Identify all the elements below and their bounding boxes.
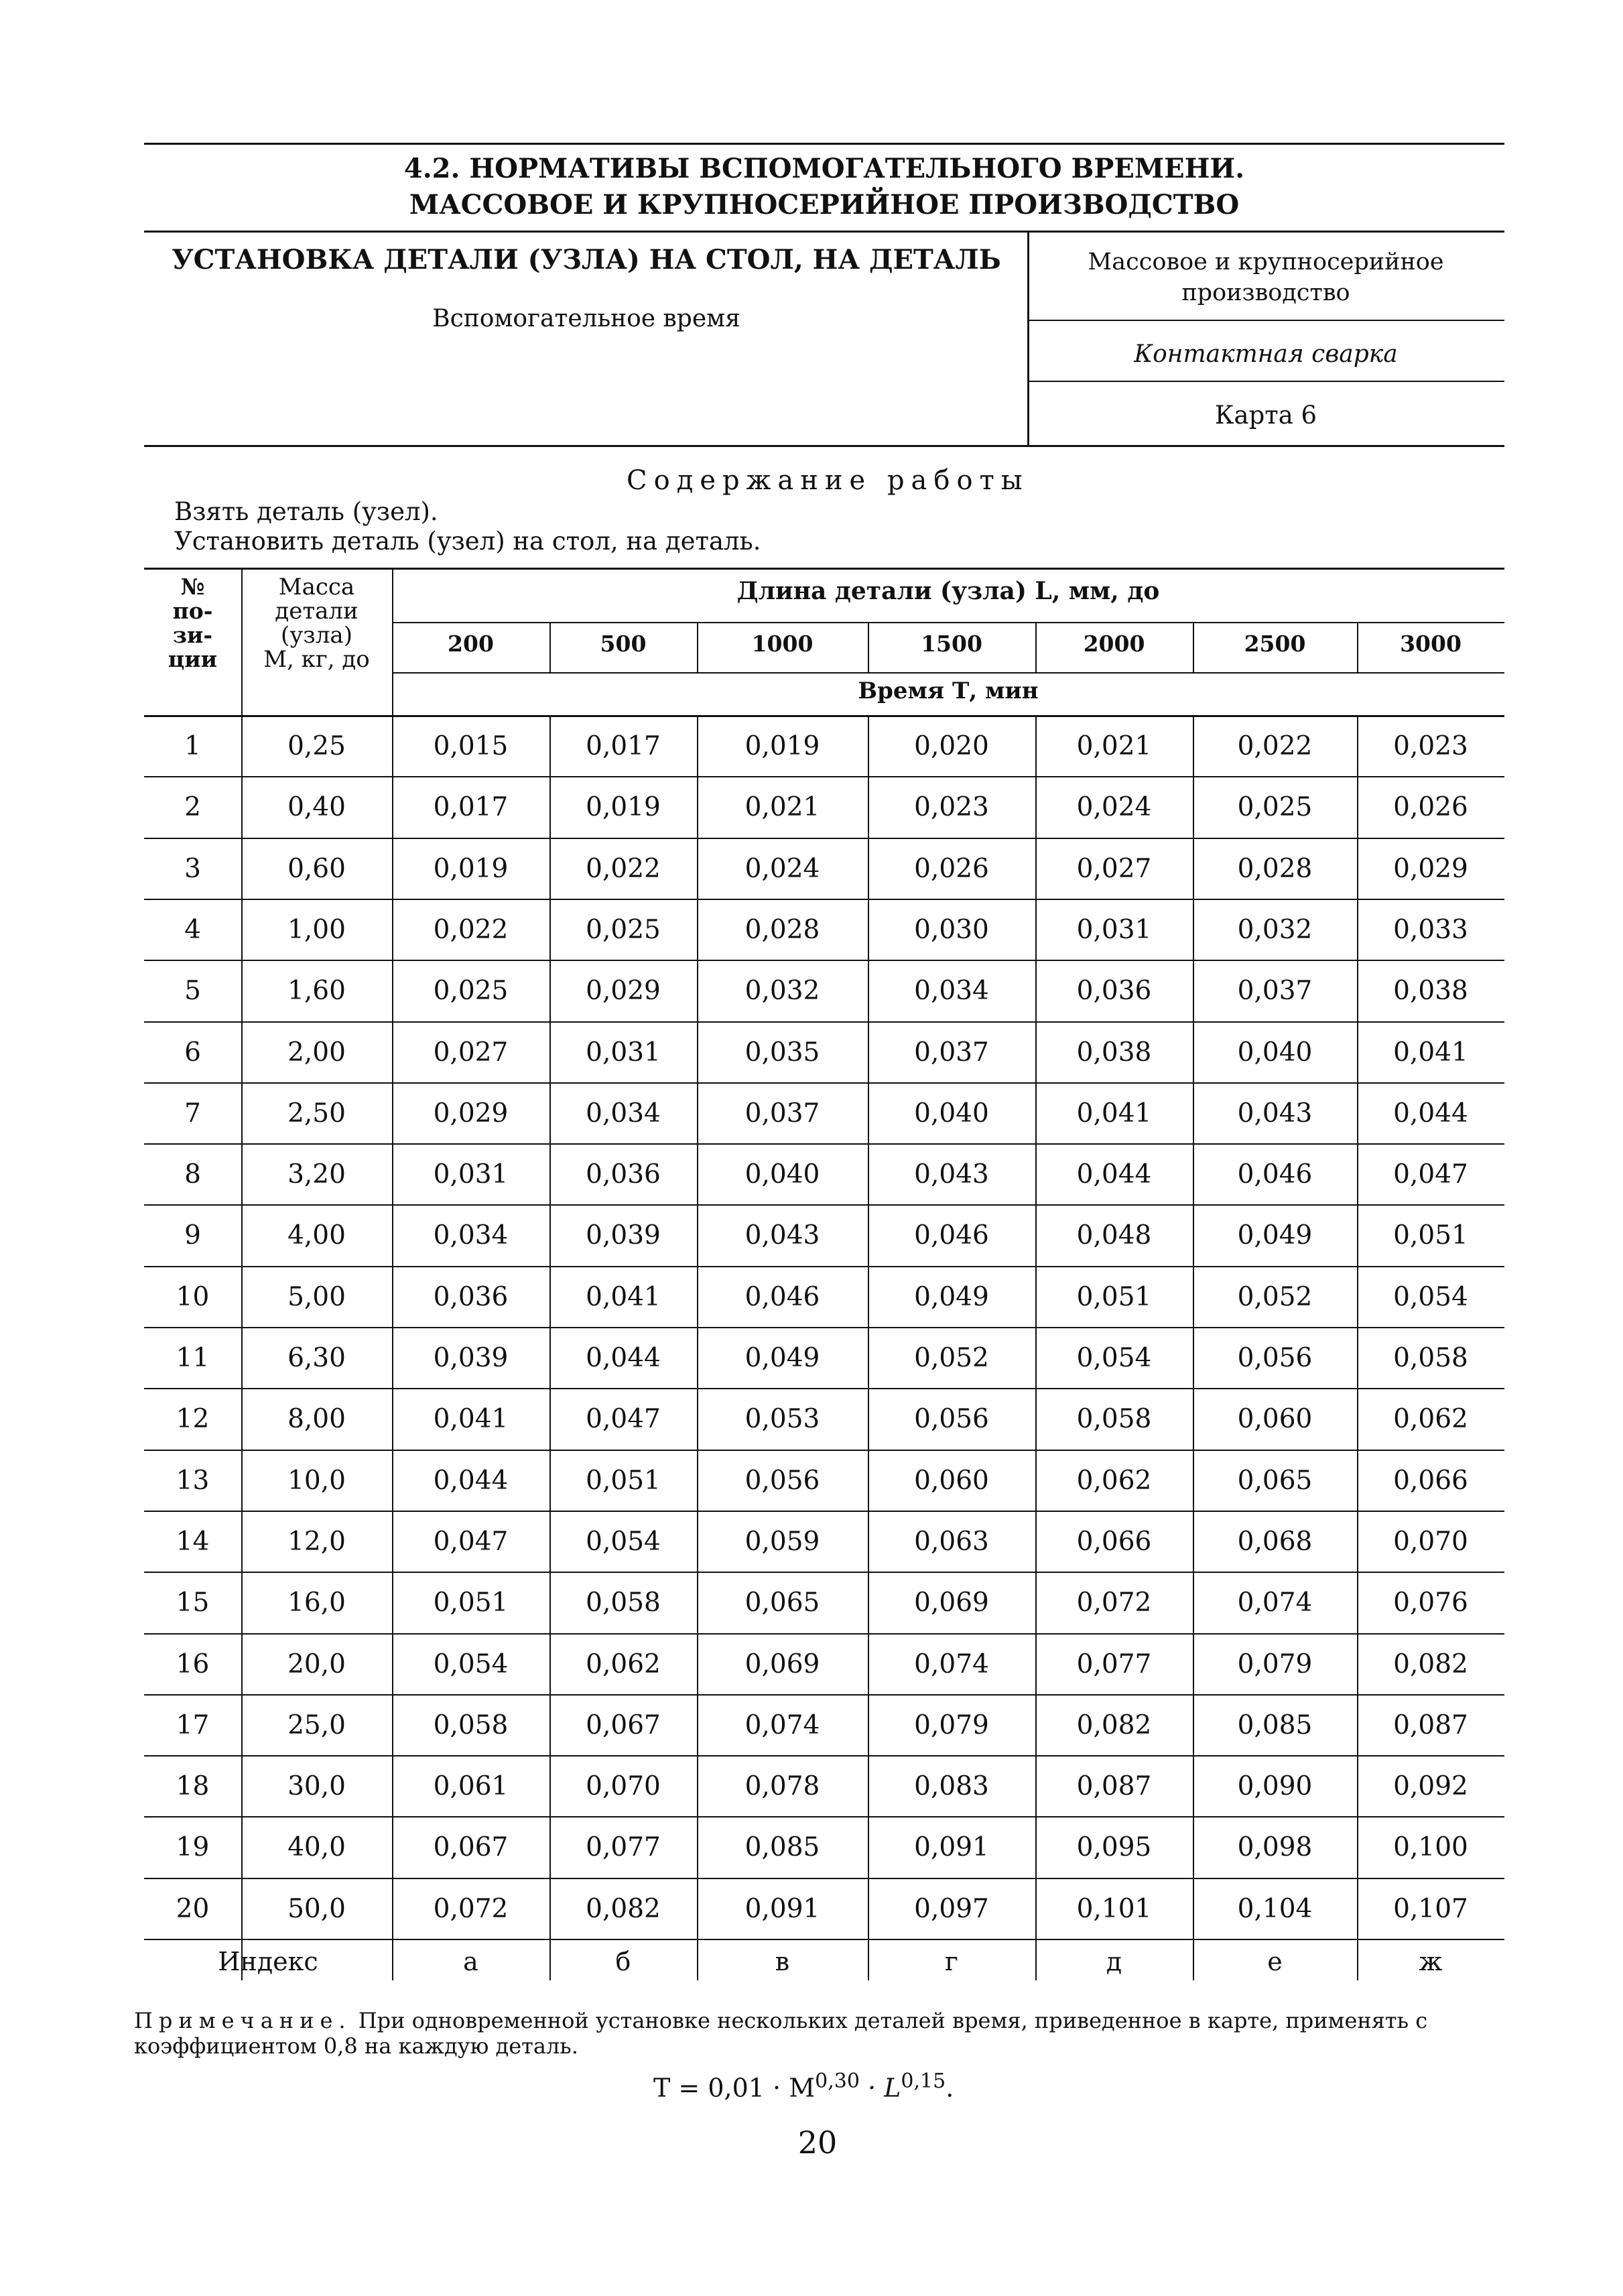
process-type: Контактная сварка xyxy=(1134,340,1398,368)
row-mass: 20,0 xyxy=(287,1649,346,1679)
time-value: 0,060 xyxy=(1237,1404,1313,1434)
time-value: 0,079 xyxy=(1237,1649,1313,1679)
time-value: 0,058 xyxy=(586,1588,661,1618)
row-rule xyxy=(144,1939,1504,1940)
time-value: 0,034 xyxy=(914,976,989,1006)
time-value: 0,041 xyxy=(1076,1098,1152,1129)
row-mass: 10,0 xyxy=(287,1466,346,1496)
time-value: 0,032 xyxy=(744,976,820,1006)
time-value: 0,062 xyxy=(1076,1466,1152,1496)
time-value: 0,046 xyxy=(744,1282,820,1312)
row-rule xyxy=(144,1511,1504,1512)
time-value: 0,024 xyxy=(744,854,820,884)
mass-header-line: (узла) xyxy=(281,622,352,649)
row-rule xyxy=(144,1021,1504,1023)
row-mass: 2,50 xyxy=(287,1098,346,1129)
time-value: 0,046 xyxy=(914,1220,989,1251)
row-mass: 2,00 xyxy=(287,1037,346,1068)
row-position: 9 xyxy=(184,1220,201,1251)
row-mass: 40,0 xyxy=(287,1832,346,1862)
time-value: 0,044 xyxy=(1076,1159,1152,1190)
time-value: 0,091 xyxy=(744,1894,820,1924)
time-value: 0,036 xyxy=(433,1282,509,1312)
card-title: УСТАНОВКА ДЕТАЛИ (УЗЛА) НА СТОЛ, НА ДЕТАЛЬ xyxy=(172,244,1001,275)
time-value: 0,087 xyxy=(1393,1710,1468,1740)
time-value: 0,019 xyxy=(586,792,661,822)
row-mass: 6,30 xyxy=(287,1343,346,1373)
time-value: 0,019 xyxy=(433,854,509,884)
time-value: 0,025 xyxy=(1237,792,1313,822)
time-value: 0,087 xyxy=(1076,1771,1152,1801)
row-position: 17 xyxy=(176,1710,210,1740)
row-position: 19 xyxy=(176,1832,210,1862)
time-value: 0,035 xyxy=(744,1037,820,1068)
row-position: 20 xyxy=(176,1894,210,1924)
time-value: 0,067 xyxy=(433,1832,509,1862)
length-value-header: 200 xyxy=(448,631,494,657)
time-value: 0,036 xyxy=(586,1159,661,1190)
production-type-line1: Массовое и крупносерийное xyxy=(1088,249,1444,275)
time-value: 0,074 xyxy=(914,1649,989,1679)
time-value: 0,065 xyxy=(744,1588,820,1618)
time-value: 0,056 xyxy=(1237,1343,1313,1373)
time-value: 0,022 xyxy=(433,915,509,945)
index-letter: ж xyxy=(1419,1947,1443,1976)
index-letter: б xyxy=(615,1947,631,1976)
row-mass: 30,0 xyxy=(287,1771,346,1801)
row-mass: 4,00 xyxy=(287,1220,346,1251)
time-value: 0,054 xyxy=(433,1649,509,1679)
time-value: 0,092 xyxy=(1393,1771,1468,1801)
time-value: 0,025 xyxy=(586,915,661,945)
length-value-header: 500 xyxy=(600,631,647,657)
time-value: 0,025 xyxy=(433,976,509,1006)
length-header: Длина детали (узла) L, мм, до xyxy=(736,577,1160,605)
time-value: 0,058 xyxy=(433,1710,509,1740)
time-value: 0,041 xyxy=(586,1282,661,1312)
time-value: 0,070 xyxy=(1393,1527,1468,1557)
time-value: 0,074 xyxy=(1237,1588,1313,1618)
time-value: 0,082 xyxy=(1393,1649,1468,1679)
row-position: 15 xyxy=(176,1588,210,1618)
index-letter: е xyxy=(1267,1947,1283,1976)
row-mass: 16,0 xyxy=(287,1588,346,1618)
time-value: 0,015 xyxy=(433,731,509,761)
length-value-header: 1000 xyxy=(751,631,814,657)
work-content-heading: Содержание работы xyxy=(627,465,1029,496)
time-value: 0,033 xyxy=(1393,915,1468,945)
row-position: 6 xyxy=(184,1037,201,1068)
time-value: 0,038 xyxy=(1076,1037,1152,1068)
time-value: 0,085 xyxy=(744,1832,820,1862)
row-position: 14 xyxy=(176,1527,210,1557)
time-value: 0,051 xyxy=(433,1588,509,1618)
time-value: 0,017 xyxy=(433,792,509,822)
mass-header-line: детали xyxy=(275,598,359,625)
time-value: 0,054 xyxy=(1393,1282,1468,1312)
row-position: 2 xyxy=(184,792,201,822)
time-value: 0,051 xyxy=(1393,1220,1468,1251)
time-value: 0,036 xyxy=(1076,976,1152,1006)
time-value: 0,041 xyxy=(1393,1037,1468,1068)
time-value: 0,037 xyxy=(744,1098,820,1129)
row-rule xyxy=(144,776,1504,777)
time-value: 0,090 xyxy=(1237,1771,1313,1801)
length-row-top-rule xyxy=(392,622,1504,623)
note xyxy=(134,2008,1501,2059)
time-value: 0,028 xyxy=(744,915,820,945)
time-value: 0,039 xyxy=(433,1343,509,1373)
row-mass: 1,60 xyxy=(287,976,346,1006)
time-value: 0,077 xyxy=(1076,1649,1152,1679)
time-value: 0,074 xyxy=(744,1710,820,1740)
time-value: 0,053 xyxy=(744,1404,820,1434)
row-position: 5 xyxy=(184,976,201,1006)
row-position: 4 xyxy=(184,915,201,945)
time-value: 0,031 xyxy=(1076,915,1152,945)
row-mass: 25,0 xyxy=(287,1710,346,1740)
time-value: 0,049 xyxy=(1237,1220,1313,1251)
time-value: 0,058 xyxy=(1393,1343,1468,1373)
time-value: 0,039 xyxy=(586,1220,661,1251)
time-value: 0,034 xyxy=(433,1220,509,1251)
time-value: 0,027 xyxy=(433,1037,509,1068)
time-value: 0,062 xyxy=(586,1649,661,1679)
time-value: 0,058 xyxy=(1076,1404,1152,1434)
time-header: Время Т, мин xyxy=(858,678,1039,704)
time-value: 0,052 xyxy=(914,1343,989,1373)
index-letter: в xyxy=(775,1947,790,1976)
formula xyxy=(653,2069,954,2103)
time-value: 0,104 xyxy=(1237,1894,1313,1924)
production-type-line2: производство xyxy=(1181,279,1350,306)
time-value: 0,030 xyxy=(914,915,989,945)
position-header-line: зи- xyxy=(172,622,213,648)
length-value-header: 3000 xyxy=(1400,631,1462,657)
time-value: 0,085 xyxy=(1237,1710,1313,1740)
row-position: 10 xyxy=(176,1282,210,1312)
time-value: 0,037 xyxy=(1237,976,1313,1006)
time-value: 0,048 xyxy=(1076,1220,1152,1251)
time-value: 0,097 xyxy=(914,1894,989,1924)
time-value: 0,067 xyxy=(586,1710,661,1740)
row-rule xyxy=(144,899,1504,900)
time-value: 0,054 xyxy=(1076,1343,1152,1373)
row-mass: 12,0 xyxy=(287,1527,346,1557)
time-value: 0,041 xyxy=(433,1404,509,1434)
length-row-bottom-rule xyxy=(392,672,1504,674)
row-position: 13 xyxy=(176,1466,210,1496)
row-position: 3 xyxy=(184,854,201,884)
time-value: 0,062 xyxy=(1393,1404,1468,1434)
time-value: 0,059 xyxy=(744,1527,820,1557)
section-title-line2: МАССОВОЕ И КРУПНОСЕРИЙНОЕ ПРОИЗВОДСТВО xyxy=(409,189,1240,220)
row-rule xyxy=(144,1633,1504,1635)
time-value: 0,031 xyxy=(433,1159,509,1190)
length-value-header: 2500 xyxy=(1244,631,1306,657)
row-rule xyxy=(144,1878,1504,1879)
time-value: 0,021 xyxy=(744,792,820,822)
time-value: 0,019 xyxy=(744,731,820,761)
time-value: 0,047 xyxy=(586,1404,661,1434)
time-value: 0,051 xyxy=(1076,1282,1152,1312)
time-value: 0,095 xyxy=(1076,1832,1152,1862)
row-position: 16 xyxy=(176,1649,210,1679)
row-rule xyxy=(144,1327,1504,1328)
time-value: 0,069 xyxy=(744,1649,820,1679)
row-mass: 0,40 xyxy=(287,792,346,822)
time-value: 0,040 xyxy=(914,1098,989,1129)
time-value: 0,061 xyxy=(433,1771,509,1801)
time-value: 0,023 xyxy=(1393,731,1468,761)
time-value: 0,020 xyxy=(914,731,989,761)
time-value: 0,029 xyxy=(1393,854,1468,884)
row-rule xyxy=(144,1082,1504,1084)
time-value: 0,040 xyxy=(744,1159,820,1190)
time-value: 0,043 xyxy=(744,1220,820,1251)
time-value: 0,022 xyxy=(586,854,661,884)
time-value: 0,043 xyxy=(1237,1098,1313,1129)
row-rule xyxy=(144,1755,1504,1757)
time-value: 0,049 xyxy=(914,1282,989,1312)
index-letter: г xyxy=(945,1947,958,1976)
time-value: 0,022 xyxy=(1237,731,1313,761)
time-value: 0,026 xyxy=(914,854,989,884)
time-value: 0,046 xyxy=(1237,1159,1313,1190)
card-number: Карта 6 xyxy=(1214,401,1317,430)
row-rule xyxy=(144,1266,1504,1267)
work-content-line1: Взять деталь (узел). xyxy=(174,497,438,526)
row-rule xyxy=(144,838,1504,839)
time-value: 0,060 xyxy=(914,1466,989,1496)
row-mass: 8,00 xyxy=(287,1404,346,1434)
card-subtitle: Вспомогательное время xyxy=(432,305,740,332)
row-rule xyxy=(144,1816,1504,1817)
time-value: 0,070 xyxy=(586,1771,661,1801)
formula-mid: · L xyxy=(859,2073,901,2103)
time-value: 0,037 xyxy=(914,1037,989,1068)
time-value: 0,029 xyxy=(586,976,661,1006)
time-value: 0,076 xyxy=(1393,1588,1468,1618)
time-value: 0,044 xyxy=(1393,1098,1468,1129)
time-value: 0,091 xyxy=(914,1832,989,1862)
time-value: 0,051 xyxy=(586,1466,661,1496)
time-value: 0,107 xyxy=(1393,1894,1468,1924)
time-value: 0,078 xyxy=(744,1771,820,1801)
row-mass: 1,00 xyxy=(287,915,346,945)
row-position: 8 xyxy=(184,1159,201,1190)
time-value: 0,072 xyxy=(433,1894,509,1924)
time-value: 0,072 xyxy=(1076,1588,1152,1618)
time-value: 0,082 xyxy=(586,1894,661,1924)
time-value: 0,047 xyxy=(1393,1159,1468,1190)
row-position: 11 xyxy=(176,1343,210,1373)
time-value: 0,040 xyxy=(1237,1037,1313,1068)
time-value: 0,068 xyxy=(1237,1527,1313,1557)
row-mass: 3,20 xyxy=(287,1159,346,1190)
time-value: 0,066 xyxy=(1393,1466,1468,1496)
mass-header-line: Масса xyxy=(278,574,355,600)
formula-end: . xyxy=(946,2073,954,2103)
row-mass: 0,25 xyxy=(287,731,346,761)
row-position: 7 xyxy=(184,1098,201,1129)
time-value: 0,043 xyxy=(914,1159,989,1190)
time-value: 0,056 xyxy=(744,1466,820,1496)
time-value: 0,047 xyxy=(433,1527,509,1557)
time-value: 0,077 xyxy=(586,1832,661,1862)
row-mass: 5,00 xyxy=(287,1282,346,1312)
note-label: Примечание. xyxy=(134,2008,352,2033)
row-rule xyxy=(144,960,1504,961)
length-value-header: 1500 xyxy=(921,631,982,657)
time-value: 0,082 xyxy=(1076,1710,1152,1740)
time-value: 0,065 xyxy=(1237,1466,1313,1496)
row-position: 18 xyxy=(176,1771,210,1801)
row-rule xyxy=(144,1572,1504,1573)
col-rule xyxy=(392,568,393,1980)
time-value: 0,044 xyxy=(433,1466,509,1496)
row-mass: 50,0 xyxy=(287,1894,346,1924)
time-value: 0,038 xyxy=(1393,976,1468,1006)
position-header-line: № xyxy=(180,574,205,600)
formula-exp-l: 0,15 xyxy=(901,2069,946,2093)
time-value: 0,049 xyxy=(744,1343,820,1373)
time-value: 0,021 xyxy=(1076,731,1152,761)
time-value: 0,066 xyxy=(1076,1527,1152,1557)
mass-header-line: М, кг, до xyxy=(263,646,370,673)
work-content-line2: Установить деталь (узел) на стол, на деталь. xyxy=(174,527,761,556)
time-value: 0,101 xyxy=(1076,1894,1152,1924)
col-rule xyxy=(241,568,243,1980)
section-title-line1: 4.2. НОРМАТИВЫ ВСПОМОГАТЕЛЬНОГО ВРЕМЕНИ. xyxy=(403,153,1245,184)
index-label: Индекс xyxy=(218,1947,318,1976)
time-value: 0,063 xyxy=(914,1527,989,1557)
time-value: 0,026 xyxy=(1393,792,1468,822)
time-value: 0,069 xyxy=(914,1588,989,1618)
time-value: 0,031 xyxy=(586,1037,661,1068)
row-rule xyxy=(144,1388,1504,1389)
time-value: 0,056 xyxy=(914,1404,989,1434)
time-value: 0,032 xyxy=(1237,915,1313,945)
row-rule xyxy=(144,1450,1504,1451)
length-value-header: 2000 xyxy=(1083,631,1145,657)
row-rule xyxy=(144,1694,1504,1696)
time-value: 0,052 xyxy=(1237,1282,1313,1312)
position-header-line: по- xyxy=(172,598,213,624)
formula-lhs: Т = 0,01 · М xyxy=(653,2073,816,2103)
time-value: 0,028 xyxy=(1237,854,1313,884)
time-value: 0,024 xyxy=(1076,792,1152,822)
header-bottom-rule xyxy=(144,715,1504,717)
time-value: 0,054 xyxy=(586,1527,661,1557)
time-value: 0,044 xyxy=(586,1343,661,1373)
row-position: 1 xyxy=(184,731,201,761)
time-value: 0,027 xyxy=(1076,854,1152,884)
index-letter: д xyxy=(1106,1947,1122,1976)
row-rule xyxy=(144,1143,1504,1145)
note-text: При одновременной установке нескольких деталей время, приведенное в карте, применять с коэффициентом 0,8 на каждую деталь. xyxy=(134,2008,1428,2059)
position-header-line: ции xyxy=(168,646,218,672)
row-position: 12 xyxy=(176,1404,210,1434)
index-letter: а xyxy=(463,1947,478,1976)
table-top-rule xyxy=(144,568,1504,570)
row-mass: 0,60 xyxy=(287,854,346,884)
time-value: 0,098 xyxy=(1237,1832,1313,1862)
time-value: 0,100 xyxy=(1393,1832,1468,1862)
time-value: 0,034 xyxy=(586,1098,661,1129)
time-value: 0,083 xyxy=(914,1771,989,1801)
time-value: 0,079 xyxy=(914,1710,989,1740)
time-value: 0,023 xyxy=(914,792,989,822)
page-number: 20 xyxy=(797,2124,838,2161)
time-value: 0,017 xyxy=(586,731,661,761)
time-value: 0,029 xyxy=(433,1098,509,1129)
formula-exp-m: 0,30 xyxy=(815,2069,860,2093)
row-rule xyxy=(144,1204,1504,1206)
